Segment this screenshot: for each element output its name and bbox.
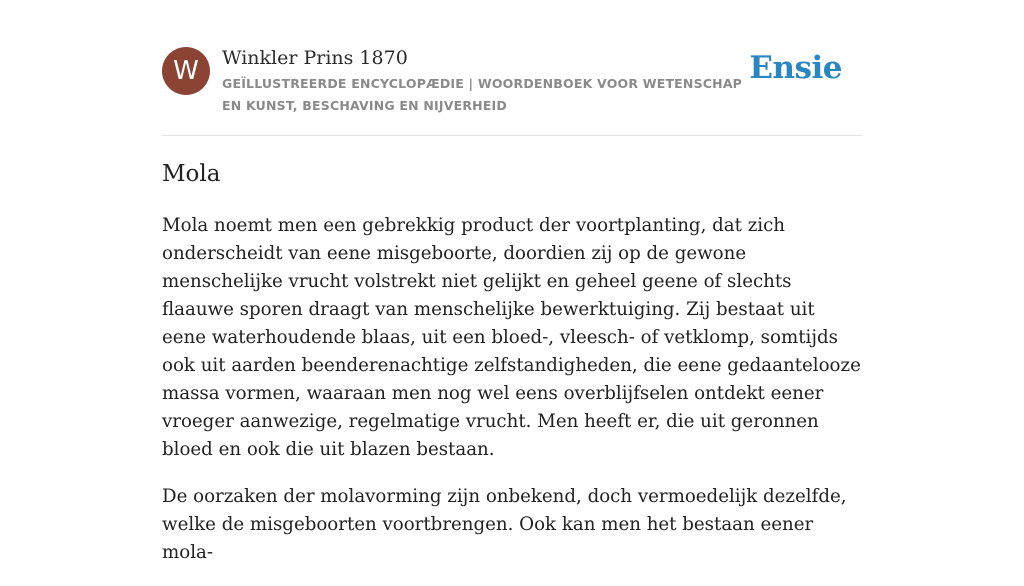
entry-paragraph: Mola noemt men een gebrekkig product der voortplanting, dat zich onderscheidt van eene misgeboorte, doordien zij op de gewone menschelijke vrucht volstrekt niet gelijkt en geheel geene of slechts flaauwe sporen draagt van menschelijke bewerktuiging. Zij bestaat uit eene waterhoudende blaas, uit een bloed-, vleesch- of vetklomp, somtijds ook uit aarden beenderenachtige zelfstandigheden, die eene gedaantelooze massa vormen, waaraan men nog wel eens overblijfselen ontdekt eener vroeger aanwezige, regelmatige vrucht. Men heeft er, die uit geronnen bloed en ook die uit blazen bestaan. [162,215,861,460]
entry-title: Mola [162,161,221,187]
ensie-logo[interactable]: Ensie [749,50,842,86]
avatar[interactable]: W [162,47,210,95]
source-title[interactable]: Winkler Prins 1870 [222,47,408,69]
entry-paragraph: De oorzaken der molavorming zijn onbekend, doch vermoedelijk dezelfde, welke de misgeboorten voortbrengen. Ook kan men het bestaan eener mola- [162,486,847,563]
entry-body [162,212,862,586]
source-header [162,46,862,116]
source-subtitle: GEÏLLUSTREERDE ENCYCLOPÆDIE | WOORDENBOEK VOOR WETENSCHAP EN KUNST, BESCHAVING EN NIJVERHEID [222,76,743,113]
header-divider [162,135,862,136]
